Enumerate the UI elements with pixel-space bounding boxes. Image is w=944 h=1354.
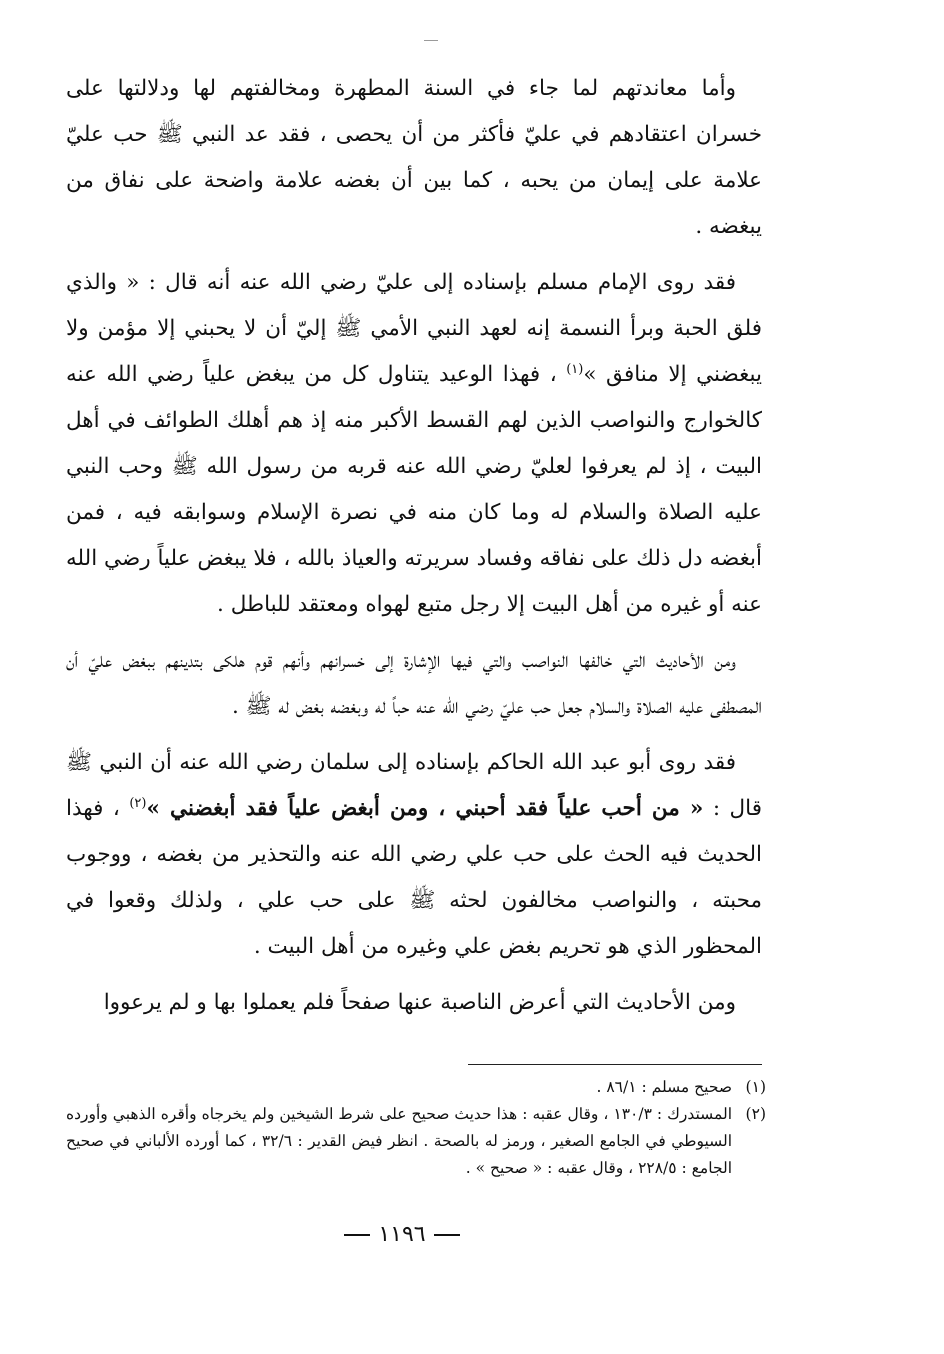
footnotes: [66, 1074, 766, 1182]
footnote-text: صحيح مسلم : ٨٦/١ .: [596, 1078, 732, 1096]
paragraph: [66, 740, 762, 970]
main-text: [66, 66, 762, 1036]
page-number-value: ١١٩٦: [378, 1222, 426, 1247]
page-number-dash-right: [434, 1234, 460, 1236]
top-scan-mark: [424, 40, 438, 41]
text-segment: ومن الأحاديث التي خالفها النواصب والتي فيها الإشارة إلى خسرانهم وأنهم قوم هلكى بتدينهم ببغض عليّ أن المصطفى عليه الصلاة والسلام جعل حب عليّ رضي الله عنه حباً له وبغضه بغض له ﷺ .: [66, 648, 762, 719]
footnote: [66, 1101, 766, 1182]
text-segment: وأما معاندتهم لما جاء في السنة المطهرة ومخالفتهم لها ودلالتها على خسران اعتقادهم في عليّ فأكثر من أن يحصى ، فقد عد النبي ﷺ حب عليّ علامة على إيمان من يحبه ، كما بين أن بغضه علامة واضحة على نفاق من يبغضه .: [66, 76, 762, 239]
footnote-number: (٢): [745, 1105, 766, 1123]
footnote-text: المستدرك : ١٣٠/٣ ، وقال عقبه : هذا حديث صحيح على شرط الشيخين ولم يخرجاه وأقره الذهبي وأورده السيوطي في الجامع الصغير ، ورمز له بالصحة . انظر فيض القدير : ٣٢/٦ ، كما أورده الألباني في صحيح الجامع : ٢٢٨/٥ ، وقال عقبه : « صحيح » .: [66, 1105, 733, 1177]
page-number-dash-left: [344, 1234, 370, 1236]
footnote-number: (١): [745, 1078, 766, 1096]
footnote: [66, 1074, 766, 1101]
page-number: [322, 1222, 482, 1247]
paragraph: [66, 980, 762, 1026]
text-segment: ، فهذا الوعيد يتناول كل من يبغض علياً رضي الله عنه كالخوارج والنواصب الذين لهم القسط الأكبر منه إذ هم أهلك الطوائف في أهل البيت ، إذ لم يعرفوا لعليّ رضي الله عنه قربه من رسول الله ﷺ وحب النبي عليه الصلاة والسلام له وما كان منه في نصرة الإسلام وسوابقه فيه ، فمن أبغضه دل ذلك على نفاقه وفساد سريرته والعياذ بالله ، فلا يبغض علياً رضي الله عنه أو غيره من أهل البيت إلا رجل متبع لهواه ومعتقد للباطل .: [66, 362, 762, 617]
footnote-ref: (١): [566, 361, 584, 377]
text-segment: ، فهذا الحديث فيه الحث على حب علي رضي الله عنه والتحذير من بغضه ، ووجوب محبته ، والنواصب مخالفون لحثه ﷺ على حب علي ، ولذلك وقعوا في المحظور الذي هو تحريم بغض علي وغيره من أهل البيت .: [66, 796, 762, 959]
paragraph: [66, 66, 762, 250]
text-segment: فقد روى أبو عبد الله الحاكم بإسناده إلى سلمان رضي الله عنه أن النبي ﷺ قال :: [66, 750, 762, 821]
text-segment: فقد روى الإمام مسلم بإسناده إلى عليّ رضي الله عنه أنه قال : « والذي فلق الحبة وبرأ النسمة إنه لعهد النبي الأمي ﷺ إليّ أن لا يحبني إلا مؤمن ولا يبغضني إلا منافق »: [66, 270, 762, 387]
text-segment: ومن الأحاديث التي أعرض الناصبة عنها صفحاً فلم يعملوا بها و لم يرعووا: [103, 990, 736, 1015]
footnote-ref: (٢): [129, 795, 147, 811]
paragraph: [66, 260, 762, 628]
paragraph: [66, 638, 762, 730]
footnote-separator: [468, 1064, 762, 1065]
hadith-quote: « من أحب علياً فقد أحبني ، ومن أبغض علياً فقد أبغضني »: [146, 796, 704, 821]
